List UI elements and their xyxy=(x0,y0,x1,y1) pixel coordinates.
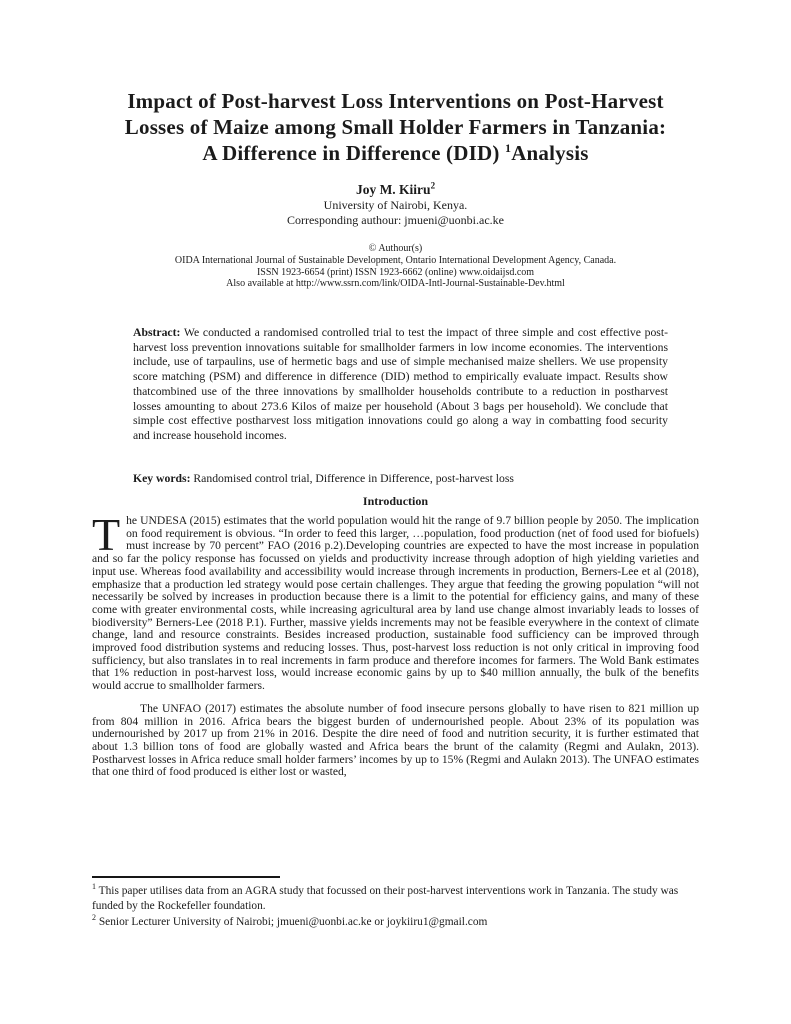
keywords xyxy=(133,472,668,487)
footnote-1 xyxy=(92,884,702,915)
footnotes xyxy=(92,884,702,930)
abstract-text: We conducted a randomised controlled trial to test the impact of three simple and cost effective post-harvest loss prevention innovations suitable for smallholder farmers in low income economies. The interventions include, use of tarpaulins, use of hermetic bags and use of simple mechanised maize shellers. We use propensity score matching (PSM) and difference in difference (DID) method to empirically evaluate impact. Results show thatcombined use of the three innovations by smallholder households contribute to a reduction in postharvest losses amounting to about 273.6 Kilos of maize per household (About 3 bags per household). We conclude that simple cost effective postharvest loss mitigation innovations could go along a way in combatting food security and increase household incomes. xyxy=(133,326,668,442)
journal-name-line: OIDA International Journal of Sustainable Development, Ontario International Development Agency, Canada. xyxy=(174,254,617,266)
author-footnote-marker: 2 xyxy=(430,180,436,191)
paragraph-1 xyxy=(92,509,699,693)
abstract-label: Abstract: xyxy=(133,326,181,339)
paragraph-1-text: he UNDESA (2015) estimates that the world population would hit the range of 9.7 billion people by 2050. The implication on food requirement is obvious. “In order to feed this larger, …population, food production (net of food used for biofuels) must increase by 70 percent” FAO (2016 p.2).Developing countries are expected to have the most increase in population and so far the policy response has focussed on yields and productivity increase through adoption of high yielding varieties and input use. Whereas food availability and accessibility would increase through increments in production, Berners-Lee et al (2018), emphasize that a production led strategy would pose certain challenges. They argue that feeding the growing population “will not necessarily be solved by increases in production because there is a limit to the potential for efficiency gains, and many of these come with greater environmental costs, while increasing agricultural area by land use change almost invariably leads to losses of biodiversity” Berners-Lee (2018 P.1). Further, massive yields increments may not be feasible everywhere in the context of climate change, land and resource constraints. Besides increased production, sustainable food sufficiency can be improved through improved food distribution systems and reducing losses. Thus, post-harvest loss reduction is not only critical in improving food sufficiency, but also translates in to real increments in farm produce and therefore incomes for farmers. The Wold Bank estimates that 1% reduction in post-harvest loss, would increase economic gains by up to $40 million annually, the bulk of the benefits would accrue to smallholder farmers. xyxy=(92,514,699,693)
author-affiliation: University of Nairobi, Kenya. xyxy=(323,198,468,212)
journal-imprint xyxy=(0,243,791,290)
title-footnote-marker: 1 xyxy=(504,141,512,155)
abstract xyxy=(133,326,668,444)
paper-title xyxy=(70,88,721,166)
footnote-1-text: This paper utilises data from an AGRA study that focussed on their post-harvest interventions work in Tanzania. The study was funded by the Rockefeller foundation. xyxy=(92,885,679,913)
keywords-label: Key words: xyxy=(133,472,191,485)
paper-title-line2: Losses of Maize among Small Holder Farmers in Tanzania: xyxy=(124,115,667,139)
author-block xyxy=(0,181,791,228)
keywords-text: Randomised control trial, Difference in Difference, post-harvest loss xyxy=(190,472,514,485)
author-name: Joy M. Kiiru$^2$ xyxy=(355,180,436,197)
footnote-separator xyxy=(92,876,280,878)
section-heading-introduction: Introduction xyxy=(362,494,429,508)
footnote-2 xyxy=(92,912,702,930)
availability-line: Also available at http://www.ssrn.com/link/OIDA-Intl-Journal-Sustainable-Dev.html xyxy=(226,278,565,290)
footnote-2-text: Senior Lecturer University of Nairobi; jmueni@uonbi.ac.ke or joykiiru1@gmail.com xyxy=(96,915,488,928)
paper-title-line1: Impact of Post-harvest Loss Interventions on Post-Harvest xyxy=(127,89,664,113)
footnote-2-marker: 2 xyxy=(92,912,96,922)
copyright-line: © Authour(s) xyxy=(368,243,423,254)
footnote-1-marker: 1 xyxy=(92,882,96,892)
paragraph-2: The UNFAO (2017) estimates the absolute number of food insecure persons globally to have risen to 821 million up from 804 million in 2016. Africa bears the biggest burden of undernourished people. About 23% of its population was undernourished by 2017 up from 21% in 2016. Despite the dire need of food and nutrition security, it is further estimated that about 1.3 billion tons of food are globally wasted and Africa bears the brunt of the calamity (Regmi and Aulakn, 2013). Postharvest losses in Africa reduce small holder farmers’ incomes by up to 15% (Regmi and Aulakn 2013). The UNFAO estimates that one third of food produced is either lost or wasted, xyxy=(92,701,699,779)
dropcap: T xyxy=(92,509,121,560)
corresponding-author-line: Corresponding authour: jmueni@uonbi.ac.ke xyxy=(286,213,504,227)
issn-line: ISSN 1923-6654 (print) ISSN 1923-6662 (online) www.oidaijsd.com xyxy=(256,266,535,278)
body-text xyxy=(92,509,699,779)
paper-title-line3: A Difference in Difference (DID) $^1$Analysis xyxy=(202,141,589,165)
